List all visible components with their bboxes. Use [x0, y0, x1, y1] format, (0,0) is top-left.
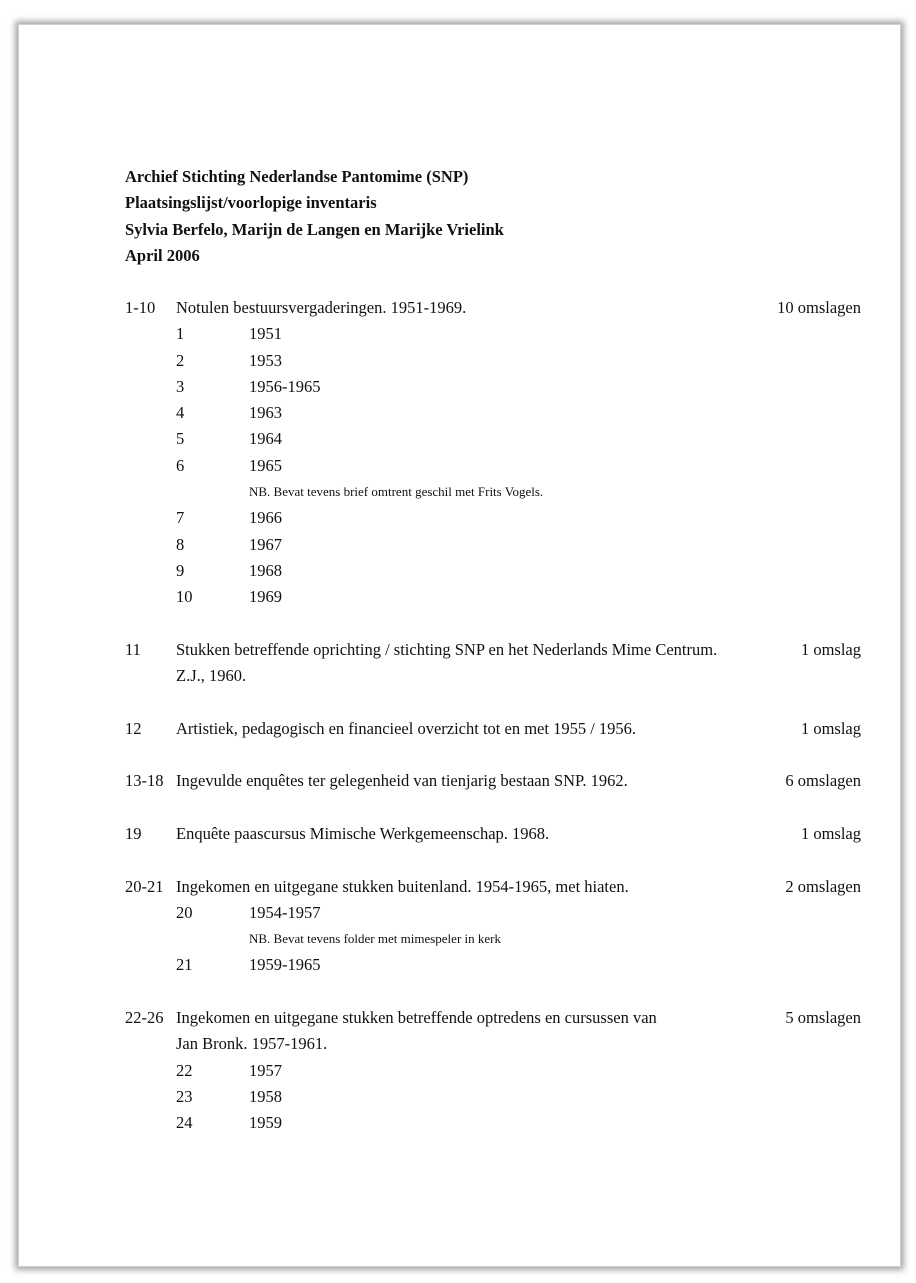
entry-quantity: 5 omslagen — [785, 1008, 861, 1028]
entry-quantity: 1 omslag — [800, 639, 861, 659]
sub-entry-year: 1966 — [249, 508, 282, 528]
entry-row — [125, 874, 861, 900]
entry-title: Notulen bestuursvergaderingen. 1951-1969. — [176, 298, 467, 317]
document-date: April 2006 — [125, 245, 200, 265]
sub-entry-year: 1968 — [249, 560, 282, 580]
entry-number: 1-10 — [125, 298, 156, 317]
sub-entry-number: 7 — [176, 508, 185, 528]
entry-number: 11 — [125, 639, 141, 659]
sub-entry-row — [125, 558, 861, 584]
sub-entry-year: 1956-1965 — [249, 376, 321, 396]
sub-entry-number: 9 — [176, 560, 185, 580]
entry-row — [125, 821, 861, 847]
entry-title: Ingevulde enquêtes ter gelegenheid van tienjarig bestaan SNP. 1962. — [176, 771, 628, 791]
sub-entry-number: 4 — [176, 403, 185, 423]
sub-entry-year: 1959 — [249, 1113, 282, 1133]
inventory-list — [125, 295, 861, 1137]
entry-quantity: 1 omslag — [800, 823, 861, 843]
sub-entry-row — [125, 532, 861, 558]
entry-row — [125, 295, 861, 321]
entry-row — [125, 768, 861, 794]
entry-title-continuation — [125, 1031, 861, 1057]
sub-entry-number: 8 — [176, 534, 185, 554]
sub-entry-year: 1959-1965 — [249, 955, 321, 975]
sub-entry-number: 2 — [176, 350, 185, 370]
entry-note: NB. Bevat tevens brief omtrent geschil met Frits Vogels. — [249, 484, 544, 500]
sub-entry-year: 1954-1957 — [249, 902, 321, 922]
entry-quantity: 2 omslagen — [785, 876, 861, 896]
sub-entry-row — [125, 453, 861, 479]
sub-entry-number: 3 — [176, 376, 185, 396]
sub-entry-year: 1963 — [249, 403, 282, 423]
entry-title: Ingekomen en uitgegane stukken buitenland. 1954-1965, met hiaten. — [176, 876, 629, 896]
archive-title: Archief Stichting Nederlandse Pantomime (SNP) — [125, 167, 469, 186]
spacer — [125, 611, 861, 637]
entry-row — [125, 637, 861, 663]
entry-quantity: 1 omslag — [800, 718, 861, 738]
note-row — [125, 479, 861, 505]
sub-entry-year: 1958 — [249, 1086, 282, 1106]
sub-entry-row — [125, 426, 861, 452]
entry-title: Enquête paascursus Mimische Werkgemeenschap. 1968. — [176, 823, 550, 843]
entry-number: 12 — [125, 718, 142, 738]
entry-note: NB. Bevat tevens folder met mimespeler in kerk — [249, 931, 501, 947]
sub-entry-year: 1965 — [249, 455, 282, 475]
spacer — [125, 742, 861, 768]
sub-entry-number: 21 — [176, 955, 193, 975]
entry-quantity: 10 omslagen — [777, 298, 861, 317]
sub-entry-row — [125, 348, 861, 374]
sub-entry-year: 1953 — [249, 350, 282, 370]
entry-title: Ingekomen en uitgegane stukken betreffende optredens en cursussen van — [176, 1008, 657, 1028]
spacer — [125, 795, 861, 821]
sub-entry-year: 1969 — [249, 587, 282, 607]
sub-entry-row — [125, 374, 861, 400]
entry-title-continuation — [125, 663, 861, 689]
document-header — [125, 164, 504, 269]
entry-number: 20-21 — [125, 876, 164, 896]
sub-entry-number: 10 — [176, 587, 193, 607]
entry-title: Stukken betreffende oprichting / stichting SNP en het Nederlands Mime Centrum. — [176, 639, 718, 659]
sub-entry-row — [125, 584, 861, 610]
entry-row — [125, 1005, 861, 1031]
sub-entry-row — [125, 952, 861, 978]
sub-entry-row — [125, 1110, 861, 1136]
sub-entry-row — [125, 900, 861, 926]
sub-entry-number: 22 — [176, 1060, 193, 1080]
entry-number: 13-18 — [125, 771, 164, 791]
entry-title-cont: Z.J., 1960. — [176, 666, 247, 686]
document-subtitle: Plaatsingslijst/voorlopige inventaris — [125, 193, 377, 213]
sub-entry-number: 23 — [176, 1086, 193, 1106]
sub-entry-row — [125, 400, 861, 426]
sub-entry-number: 5 — [176, 429, 185, 449]
entry-number: 22-26 — [125, 1008, 164, 1028]
sub-entry-row — [125, 1084, 861, 1110]
note-row — [125, 926, 861, 952]
entry-title-cont: Jan Bronk. 1957-1961. — [176, 1034, 328, 1054]
sub-entry-year: 1951 — [249, 324, 282, 344]
entry-title: Artistiek, pedagogisch en financieel overzicht tot en met 1955 / 1956. — [176, 718, 637, 738]
sub-entry-year: 1964 — [249, 429, 282, 449]
sub-entry-row — [125, 321, 861, 347]
sub-entry-year: 1957 — [249, 1060, 282, 1080]
spacer — [125, 847, 861, 873]
spacer — [125, 689, 861, 715]
authors: Sylvia Berfelo, Marijn de Langen en Marijke Vrielink — [125, 219, 504, 239]
spacer — [125, 979, 861, 1005]
sub-entry-number: 24 — [176, 1113, 193, 1133]
sub-entry-number: 1 — [176, 324, 185, 344]
sub-entry-number: 6 — [176, 455, 185, 475]
entry-quantity: 6 omslagen — [785, 771, 861, 791]
sub-entry-row — [125, 505, 861, 531]
sub-entry-year: 1967 — [249, 534, 282, 554]
sub-entry-row — [125, 1058, 861, 1084]
entry-row — [125, 716, 861, 742]
document-page — [18, 24, 901, 1267]
sub-entry-number: 20 — [176, 902, 193, 922]
entry-number: 19 — [125, 823, 142, 843]
